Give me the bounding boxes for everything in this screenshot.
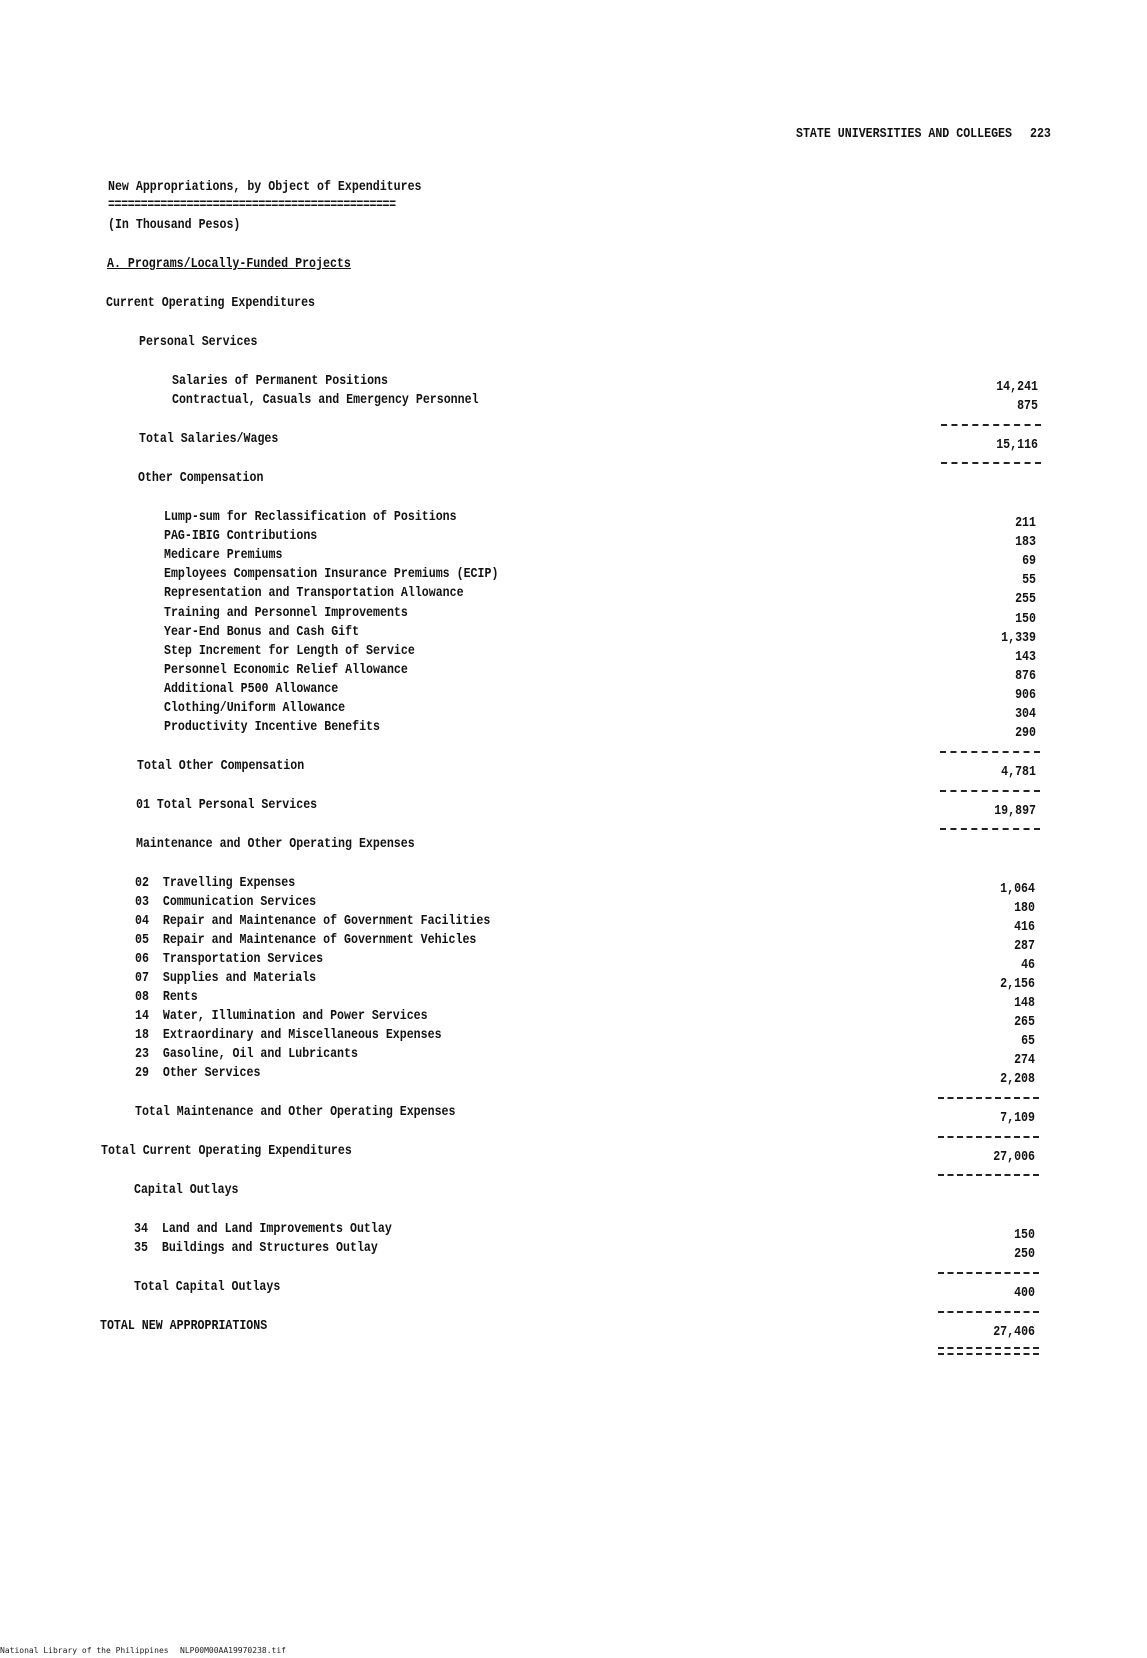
line-item-label: Contractual, Casuals and Emergency Personnel: [172, 393, 479, 408]
line-item-value: 183: [1015, 535, 1036, 550]
line-item-value: 1,064: [1000, 882, 1035, 897]
subtotal-rule: [938, 1272, 1039, 1274]
total-label: Total Capital Outlays: [134, 1280, 281, 1295]
subtotal-rule: [940, 790, 1040, 792]
subtotal-rule: [938, 1097, 1039, 1099]
page-title: New Appropriations, by Object of Expenditures: [108, 180, 422, 195]
line-item-value: 65: [1021, 1034, 1035, 1049]
line-item-label: 04 Repair and Maintenance of Government Facilities: [135, 914, 491, 929]
line-item-label: 06 Transportation Services: [135, 952, 324, 967]
line-item-value: 906: [1015, 688, 1036, 703]
total-value: 400: [1014, 1286, 1035, 1301]
line-item-label: 05 Repair and Maintenance of Government Vehicles: [135, 933, 477, 948]
title-double-rule: ============================================: [108, 198, 396, 213]
line-item-value: 1,339: [1001, 631, 1036, 646]
line-item-label: Additional P500 Allowance: [164, 682, 339, 697]
total-value: 15,116: [996, 438, 1038, 453]
line-item-value: 14,241: [996, 380, 1038, 395]
line-item-value: 416: [1014, 920, 1035, 935]
line-item-value: 876: [1015, 669, 1036, 684]
grand-total-label: TOTAL NEW APPROPRIATIONS: [100, 1319, 268, 1334]
line-item-value: 290: [1015, 726, 1036, 741]
subtotal-rule: [938, 1174, 1039, 1176]
line-item-label: 08 Rents: [135, 990, 198, 1005]
line-item-value: 69: [1022, 554, 1036, 569]
line-item-value: 250: [1014, 1247, 1035, 1262]
line-item-label: 03 Communication Services: [135, 895, 317, 910]
line-item-value: 304: [1015, 707, 1036, 722]
line-item-value: 255: [1015, 592, 1036, 607]
line-item-label: PAG-IBIG Contributions: [164, 529, 318, 544]
line-item-value: 150: [1014, 1228, 1035, 1243]
line-item-value: 143: [1015, 650, 1036, 665]
line-item-value: 2,156: [1000, 977, 1035, 992]
line-item-value: 148: [1014, 996, 1035, 1011]
mooe-heading: Maintenance and Other Operating Expenses: [136, 837, 415, 852]
line-item-label: 23 Gasoline, Oil and Lubricants: [135, 1047, 358, 1062]
subtotal-rule: [941, 424, 1041, 426]
line-item-label: Medicare Premiums: [164, 548, 283, 563]
line-item-label: Step Increment for Length of Service: [164, 644, 415, 659]
section-a-heading: A. Programs/Locally-Funded Projects: [107, 257, 351, 272]
line-item-label: Employees Compensation Insurance Premiums (ECIP): [164, 567, 499, 582]
line-item-value: 287: [1014, 939, 1035, 954]
ps-heading: Personal Services: [139, 335, 258, 350]
line-item-value: 46: [1021, 958, 1035, 973]
line-item-label: Salaries of Permanent Positions: [172, 374, 388, 389]
subtotal-rule: [940, 828, 1040, 830]
total-value: 4,781: [1001, 765, 1036, 780]
footer-file: NLP00M00AA19970238.tif: [180, 1646, 286, 1655]
subtotal-rule: [938, 1311, 1039, 1313]
line-item-label: Lump-sum for Reclassification of Positions: [164, 510, 457, 525]
coe-heading: Current Operating Expenditures: [106, 296, 316, 311]
total-value: 19,897: [994, 804, 1036, 819]
line-item-label: 02 Travelling Expenses: [135, 876, 296, 891]
footer-library: National Library of the Philippines: [0, 1646, 169, 1655]
line-item-value: 265: [1014, 1015, 1035, 1030]
other-comp-heading: Other Compensation: [138, 471, 264, 486]
capital-heading: Capital Outlays: [134, 1183, 239, 1198]
line-item-value: 211: [1015, 516, 1036, 531]
line-item-label: Personnel Economic Relief Allowance: [164, 663, 408, 678]
subtotal-rule: [940, 751, 1040, 753]
unit-note: (In Thousand Pesos): [108, 218, 241, 233]
running-title: STATE UNIVERSITIES AND COLLEGES: [796, 127, 1012, 142]
subtotal-rule: [938, 1136, 1039, 1138]
total-label: Total Other Compensation: [137, 759, 305, 774]
line-item-value: 150: [1015, 612, 1036, 627]
line-item-label: 35 Buildings and Structures Outlay: [134, 1241, 378, 1256]
line-item-value: 55: [1022, 573, 1036, 588]
line-item-label: 18 Extraordinary and Miscellaneous Expenses: [135, 1028, 442, 1043]
total-label: Total Maintenance and Other Operating Expenses: [135, 1105, 456, 1120]
line-item-value: 875: [1017, 399, 1038, 414]
grand-total-double-rule: [938, 1347, 1039, 1355]
line-item-label: 29 Other Services: [135, 1066, 261, 1081]
total-label: Total Current Operating Expenditures: [101, 1144, 352, 1159]
total-value: 27,006: [993, 1150, 1035, 1165]
line-item-label: 34 Land and Land Improvements Outlay: [134, 1222, 392, 1237]
line-item-value: 180: [1014, 901, 1035, 916]
line-item-label: 14 Water, Illumination and Power Services: [135, 1009, 428, 1024]
total-label: Total Salaries/Wages: [139, 432, 279, 447]
page-number: 223: [1030, 127, 1051, 142]
line-item-value: 274: [1014, 1053, 1035, 1068]
line-item-label: Year-End Bonus and Cash Gift: [164, 625, 360, 640]
total-value: 7,109: [1000, 1111, 1035, 1126]
line-item-value: 2,208: [1000, 1072, 1035, 1087]
subtotal-rule: [941, 462, 1041, 464]
line-item-label: Clothing/Uniform Allowance: [164, 701, 346, 716]
total-label: 01 Total Personal Services: [136, 798, 318, 813]
line-item-label: Productivity Incentive Benefits: [164, 720, 380, 735]
line-item-label: Representation and Transportation Allowance: [164, 586, 464, 601]
line-item-label: 07 Supplies and Materials: [135, 971, 317, 986]
line-item-label: Training and Personnel Improvements: [164, 606, 408, 621]
grand-total-value: 27,406: [993, 1325, 1035, 1340]
